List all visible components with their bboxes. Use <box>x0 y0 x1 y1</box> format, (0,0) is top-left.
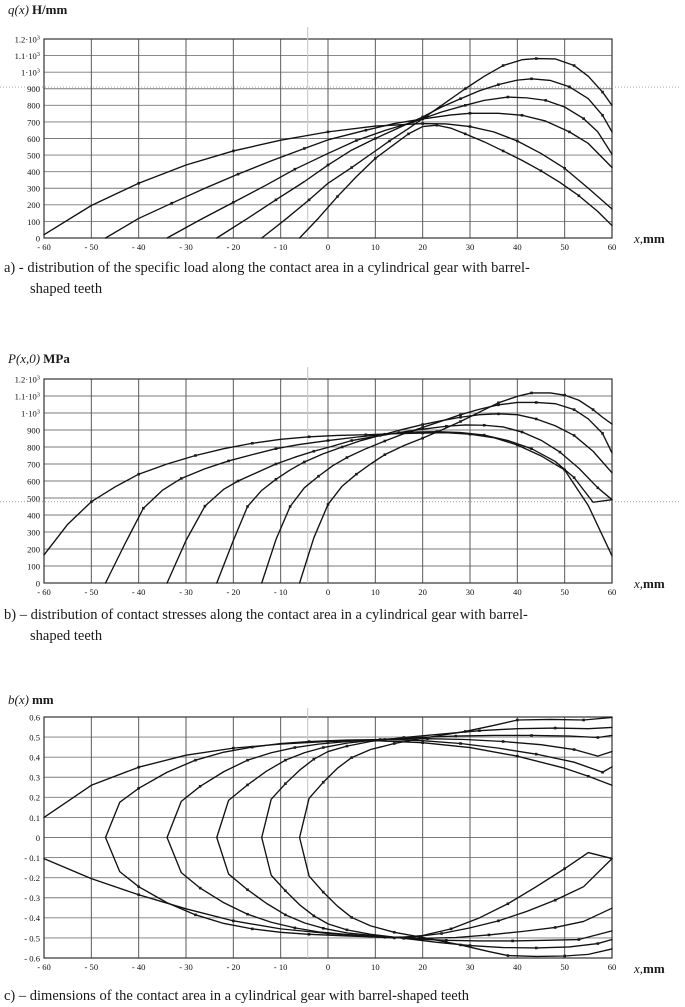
svg-text:40: 40 <box>513 587 522 597</box>
svg-text:30: 30 <box>465 242 475 252</box>
svg-text:0: 0 <box>35 233 40 244</box>
svg-text:900: 900 <box>27 84 40 95</box>
svg-text:200: 200 <box>27 544 40 555</box>
svg-text:0.2: 0.2 <box>29 792 40 803</box>
svg-text:- 10: - 10 <box>273 242 288 252</box>
svg-text:40: 40 <box>513 242 522 252</box>
svg-text:600: 600 <box>27 476 40 487</box>
svg-text:- 20: - 20 <box>226 242 241 252</box>
panel-c <box>0 690 685 1003</box>
svg-text:- 0.5: - 0.5 <box>24 933 40 944</box>
svg-text:- 30: - 30 <box>179 962 193 972</box>
svg-text:0: 0 <box>325 242 331 252</box>
panel-b-caption <box>4 605 664 647</box>
svg-text:400: 400 <box>27 167 40 178</box>
svg-text:1·103: $1\cdot 10^3$ <box>21 67 40 78</box>
svg-text:- 60: - 60 <box>37 242 51 252</box>
panel-a-caption-line2: shaped teeth <box>30 281 103 297</box>
svg-text:0: 0 <box>35 832 40 843</box>
svg-text:- 20: - 20 <box>226 587 241 597</box>
panel-c-plot <box>0 708 685 993</box>
panel-b <box>0 350 685 680</box>
svg-text:- 50: - 50 <box>84 962 99 972</box>
panel-b-x-axis-variable: x, <box>634 576 644 591</box>
svg-text:100: 100 <box>27 216 40 227</box>
svg-text:- 50: - 50 <box>84 242 99 252</box>
svg-text:0.1: 0.1 <box>29 812 40 823</box>
svg-text:- 0.1: - 0.1 <box>24 852 40 863</box>
svg-text:50: 50 <box>560 587 569 597</box>
svg-text:700: 700 <box>27 459 40 470</box>
svg-text:300: 300 <box>27 527 40 538</box>
svg-text:1.2·103: $1.2\cdot 10^3$ <box>14 374 40 385</box>
svg-text:1.1·103: $1.1\cdot 10^3$ <box>14 391 40 402</box>
svg-text:40: 40 <box>513 962 522 972</box>
svg-text:300: 300 <box>27 183 40 194</box>
svg-text:10: 10 <box>371 962 380 972</box>
panel-b-caption-line1: b) – distribution of contact stresses along the contact area in a cylindrical gear with barrel- <box>4 607 528 623</box>
svg-text:1·103: $1\cdot 10^3$ <box>21 408 40 419</box>
svg-text:0: 0 <box>325 587 331 597</box>
svg-text:0: 0 <box>35 578 40 589</box>
svg-text:400: 400 <box>27 510 40 521</box>
svg-text:- 40: - 40 <box>131 242 146 252</box>
panel-c-y-axis-unit: mm <box>31 692 54 707</box>
svg-text:- 0.3: - 0.3 <box>24 893 40 904</box>
svg-text:0.5: 0.5 <box>29 732 40 743</box>
svg-text:50: 50 <box>560 242 569 252</box>
svg-text:200: 200 <box>27 200 40 211</box>
svg-text:100: 100 <box>27 561 40 572</box>
svg-text:- 10: - 10 <box>273 962 288 972</box>
svg-text:- 50: - 50 <box>84 587 99 597</box>
svg-text:- 60: - 60 <box>37 587 51 597</box>
svg-text:0.4: 0.4 <box>29 752 40 763</box>
panel-b-plot <box>0 362 685 617</box>
svg-text:500: 500 <box>27 493 40 504</box>
svg-text:0.6: 0.6 <box>29 712 40 723</box>
svg-text:- 20: - 20 <box>226 962 241 972</box>
svg-text:60: 60 <box>607 587 617 597</box>
svg-text:20: 20 <box>418 587 427 597</box>
panel-a-caption <box>4 258 664 300</box>
panel-c-x-axis-unit: mm <box>643 961 665 976</box>
panel-b-y-axis-unit: MPa <box>43 351 70 366</box>
svg-text:- 0.4: - 0.4 <box>24 913 40 924</box>
panel-c-caption-line1: c) – dimensions of the contact area in a cylindrical gear with barrel-shaped teeth <box>4 988 470 1004</box>
panel-a <box>0 0 685 330</box>
svg-text:- 30: - 30 <box>179 587 193 597</box>
panel-c-x-axis-variable: x, <box>634 961 644 976</box>
svg-text:- 30: - 30 <box>179 242 193 252</box>
svg-text:- 0.6: - 0.6 <box>24 953 40 964</box>
svg-text:20: 20 <box>418 242 427 252</box>
svg-text:- 0.2: - 0.2 <box>24 873 40 884</box>
panel-a-plot <box>0 12 685 272</box>
svg-text:0: 0 <box>325 962 331 972</box>
svg-text:0.3: 0.3 <box>29 772 40 783</box>
svg-text:- 10: - 10 <box>273 587 288 597</box>
panel-c-y-axis-title <box>8 693 54 707</box>
panel-a-caption-line1: a) - distribution of the specific load along the contact area in a cylindrical gear with barrel- <box>4 260 530 276</box>
panel-a-x-axis-variable: x, <box>634 231 644 246</box>
svg-text:1.2·103: $1.2\cdot 10^3$ <box>14 34 40 45</box>
panel-b-y-axis-variable: P(x,0) <box>8 351 41 366</box>
panel-a-x-axis-unit: mm <box>643 231 665 246</box>
panel-c-y-axis-variable: b(x) <box>8 692 29 707</box>
svg-text:30: 30 <box>465 587 475 597</box>
panel-a-y-axis-variable: q(x) <box>8 2 29 17</box>
svg-text:800: 800 <box>27 100 40 111</box>
svg-text:600: 600 <box>27 133 40 144</box>
svg-text:- 60: - 60 <box>37 962 51 972</box>
svg-text:10: 10 <box>371 242 380 252</box>
svg-text:700: 700 <box>27 117 40 128</box>
panel-a-y-axis-unit: H/mm <box>31 2 68 17</box>
panel-b-caption-line2: shaped teeth <box>30 628 103 644</box>
svg-text:10: 10 <box>371 587 380 597</box>
svg-text:900: 900 <box>27 425 40 436</box>
svg-text:20: 20 <box>418 962 427 972</box>
svg-text:60: 60 <box>607 242 617 252</box>
panel-c-caption <box>4 986 664 1007</box>
panel-b-x-axis-unit: mm <box>643 576 665 591</box>
svg-text:- 40: - 40 <box>131 962 146 972</box>
svg-text:800: 800 <box>27 442 40 453</box>
svg-text:500: 500 <box>27 150 40 161</box>
svg-text:- 40: - 40 <box>131 587 146 597</box>
svg-text:60: 60 <box>607 962 617 972</box>
svg-text:30: 30 <box>465 962 475 972</box>
svg-text:50: 50 <box>560 962 569 972</box>
svg-text:1.1·103: $1.1\cdot 10^3$ <box>14 50 40 61</box>
